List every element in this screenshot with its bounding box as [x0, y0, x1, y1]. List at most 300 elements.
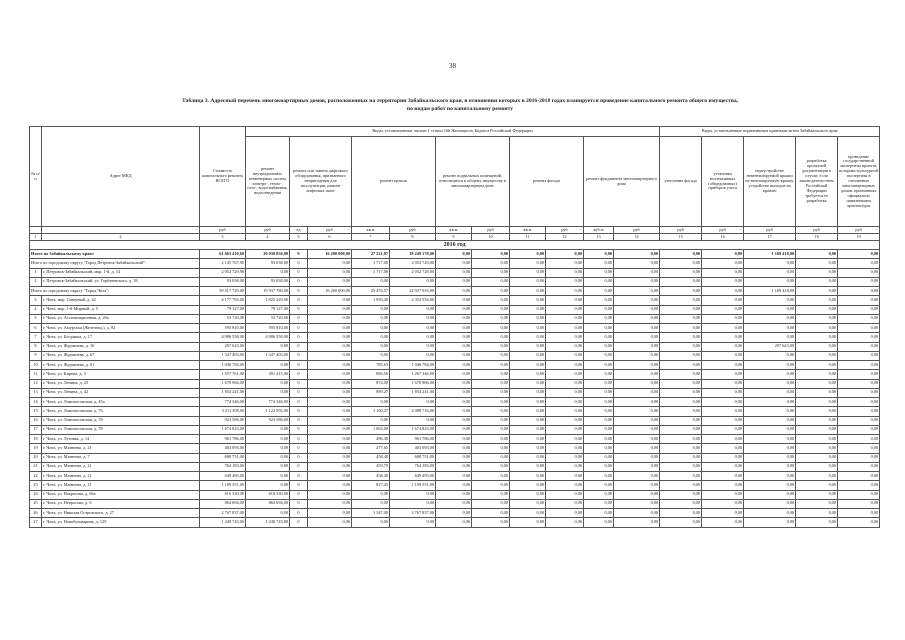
header-work: разработка проектной документации в случае, если законодательством Российской Федерации требуется ее разработка [796, 137, 838, 227]
column-number: 4 [246, 234, 290, 241]
value-cell: 0,00 [510, 518, 546, 527]
value-cell: 0,00 [472, 277, 510, 286]
table-row [30, 416, 880, 425]
value-cell: 0,00 [796, 499, 838, 508]
value-cell: 0,00 [546, 361, 584, 370]
value-cell: 0,00 [660, 379, 702, 388]
row-number: 2 [30, 277, 42, 286]
value-cell: 0,00 [308, 425, 352, 434]
value-cell: 0,00 [436, 324, 472, 333]
column-number: 5 [290, 234, 308, 241]
column-number: 19 [838, 234, 880, 241]
value-cell: 0,00 [838, 435, 880, 444]
value-cell: 0,00 [660, 296, 702, 305]
value-cell: 0 [290, 425, 308, 434]
value-cell: 0,00 [246, 425, 290, 434]
value-cell: 0,00 [660, 333, 702, 342]
value-cell: 0 [290, 305, 308, 314]
value-cell: 0,00 [838, 305, 880, 314]
value-cell: 0,00 [546, 490, 584, 499]
value-cell: 0,00 [308, 259, 352, 268]
value-cell: 0,00 [584, 490, 614, 499]
value-cell: 0,00 [614, 388, 660, 397]
value-cell: 0,00 [308, 314, 352, 323]
value-cell: 0,00 [744, 425, 796, 434]
value-cell: 0,00 [660, 444, 702, 453]
column-number: 15 [660, 234, 702, 241]
value-cell: 0,00 [436, 287, 472, 296]
value-cell: 0,00 [436, 351, 472, 360]
unit-cell: ед [290, 227, 308, 234]
column-number: 1 [30, 234, 42, 241]
table-row [30, 472, 880, 481]
value-cell: 0,00 [546, 351, 584, 360]
value-cell: 0,00 [660, 453, 702, 462]
value-cell: 0,00 [660, 342, 702, 351]
table-row [30, 314, 880, 323]
value-cell: 0,00 [744, 407, 796, 416]
header-work: установка коллективных (общедомовых) приборов учета [702, 137, 744, 227]
value-cell: 961 786,00 [390, 435, 436, 444]
value-cell: 864 694,00 [246, 499, 290, 508]
address-cell: г. Чита, ул. Журавлева, д. 67 [42, 351, 200, 360]
value-cell: 0 [290, 333, 308, 342]
value-cell: 0,00 [546, 416, 584, 425]
value-cell: 0,00 [472, 296, 510, 305]
value-cell: 0,00 [744, 509, 796, 518]
value-cell: 0,00 [838, 398, 880, 407]
value-cell: 0,00 [510, 416, 546, 425]
value-cell: 0,00 [838, 268, 880, 277]
row-number: 12 [30, 379, 42, 388]
value-cell: 0,00 [702, 472, 744, 481]
value-cell: 0,00 [660, 370, 702, 379]
value-cell: 0,00 [246, 462, 290, 471]
value-cell: 22 937 935,00 [390, 287, 436, 296]
value-cell: 0,00 [744, 296, 796, 305]
value-cell: 53 720,00 [246, 314, 290, 323]
value-cell: 0,00 [660, 324, 702, 333]
value-cell: 0,00 [614, 268, 660, 277]
value-cell: 649 495,00 [390, 472, 436, 481]
value-cell: 1 854 241,00 [390, 388, 436, 397]
table-row [30, 388, 880, 397]
value-cell: 0,00 [614, 379, 660, 388]
value-cell: 0,00 [584, 481, 614, 490]
value-cell: 0,00 [702, 444, 744, 453]
value-cell: 0,00 [546, 333, 584, 342]
header-work: ремонт внутридомовых инженерных систем электро-, тепло-, газо-, водоснабжения, водоотведения [246, 137, 290, 227]
value-cell: 25 453,57 [352, 287, 390, 296]
column-number: 14 [614, 234, 660, 241]
value-cell: 0,00 [584, 268, 614, 277]
address-cell: г. Чита, ул. Журавлева, д. 61 [42, 361, 200, 370]
value-cell: 0,00 [510, 481, 546, 490]
value-cell: 0,00 [584, 518, 614, 527]
value-cell: 1 678 966,00 [390, 379, 436, 388]
value-cell: 886,56 [352, 370, 390, 379]
value-cell: 0,00 [660, 268, 702, 277]
value-cell: 0,00 [796, 472, 838, 481]
header-work: ремонт фундамента многоквартирного дома [584, 137, 660, 227]
value-cell: 0,00 [614, 342, 660, 351]
value-cell: 0,00 [308, 435, 352, 444]
value-cell: 0,00 [308, 499, 352, 508]
row-number: 10 [30, 361, 42, 370]
value-cell: 496,38 [352, 435, 390, 444]
value-cell: 0,00 [584, 342, 614, 351]
value-cell: 0,00 [510, 388, 546, 397]
value-cell: 0,00 [436, 398, 472, 407]
value-cell: 0,00 [584, 370, 614, 379]
value-cell: 0,00 [838, 324, 880, 333]
value-cell: 0,00 [546, 481, 584, 490]
value-cell: 0,00 [436, 444, 472, 453]
value-cell: 0 [290, 277, 308, 286]
table-row [30, 398, 880, 407]
column-number: 18 [796, 234, 838, 241]
value-cell: 1 160,37 [352, 407, 390, 416]
value-cell: 0,00 [436, 361, 472, 370]
value-cell: 0,00 [702, 518, 744, 527]
value-cell: 1 046 784,00 [390, 361, 436, 370]
address-cell: г. Чита, ул. Ломоносовская, д. 76 [42, 407, 200, 416]
column-number: 16 [702, 234, 744, 241]
value-cell: 0,00 [390, 305, 436, 314]
value-cell: 0 [290, 351, 308, 360]
address-cell: г. Чита, ул. Николая Островского, д. 27 [42, 509, 200, 518]
column-number: 8 [390, 234, 436, 241]
value-cell: 0,00 [436, 296, 472, 305]
row-number: 13 [30, 388, 42, 397]
value-cell: 0,00 [546, 268, 584, 277]
value-cell: 0,00 [436, 370, 472, 379]
value-cell: 0,00 [744, 398, 796, 407]
value-cell: 4 177 783,00 [200, 296, 246, 305]
value-cell: 0,00 [702, 370, 744, 379]
value-cell: 0,00 [702, 268, 744, 277]
table-row [30, 407, 880, 416]
value-cell: 9 [290, 250, 308, 259]
value-cell: 0,00 [546, 509, 584, 518]
value-cell: 0,00 [614, 333, 660, 342]
unit-cell: руб [838, 227, 880, 234]
value-cell: 1 240 743,00 [246, 518, 290, 527]
value-cell: 0,00 [614, 296, 660, 305]
value-cell: 0,00 [660, 398, 702, 407]
header-work: ремонт фасада [510, 137, 584, 227]
table-row [30, 490, 880, 499]
unit-cell: руб [200, 227, 246, 234]
value-cell: 0,00 [436, 259, 472, 268]
value-cell: 0,00 [584, 388, 614, 397]
value-cell: 0,00 [472, 361, 510, 370]
value-cell: 0,00 [436, 407, 472, 416]
value-cell: 0,00 [390, 499, 436, 508]
value-cell: 0,00 [702, 296, 744, 305]
address-cell: г. Чита, ул. Некрасова, д. 6 [42, 499, 200, 508]
value-cell: 0,00 [838, 499, 880, 508]
value-cell: 0,00 [390, 416, 436, 425]
address-cell: г. Чита, ул. Ленина, д. 42 [42, 388, 200, 397]
value-cell: 0,00 [796, 333, 838, 342]
value-cell: 1 199 551,00 [200, 481, 246, 490]
value-cell: 0,00 [744, 518, 796, 527]
value-cell: 764 183,00 [390, 462, 436, 471]
value-cell: 0,00 [510, 342, 546, 351]
value-cell: 0,00 [796, 277, 838, 286]
value-cell: 0,00 [838, 518, 880, 527]
value-cell: 403 093,00 [390, 444, 436, 453]
value-cell: 0,00 [546, 407, 584, 416]
value-cell: 0,00 [510, 361, 546, 370]
value-cell: 0,00 [546, 342, 584, 351]
value-cell: 0,00 [546, 305, 584, 314]
value-cell: 0,00 [472, 351, 510, 360]
value-cell: 688 751,00 [390, 453, 436, 462]
unit-cell: руб [390, 227, 436, 234]
value-cell: 0,00 [510, 398, 546, 407]
value-cell: 0,00 [510, 499, 546, 508]
value-cell: 0,00 [702, 342, 744, 351]
value-cell: 0,00 [796, 287, 838, 296]
value-cell: 0,00 [744, 499, 796, 508]
value-cell: 0,00 [838, 444, 880, 453]
value-cell: 0,00 [352, 333, 390, 342]
value-cell: 688 751,00 [200, 453, 246, 462]
value-cell: 0,00 [744, 277, 796, 286]
column-number: 12 [546, 234, 584, 241]
value-cell: 0,00 [838, 472, 880, 481]
value-cell: 0,00 [390, 277, 436, 286]
address-cell: Итого по городскому округу "Город Петровск-Забайкальский": [30, 259, 200, 268]
value-cell: 0,00 [510, 296, 546, 305]
value-cell: 1 674 823,00 [200, 425, 246, 434]
value-cell: 1 347,00 [352, 509, 390, 518]
table-row [30, 435, 880, 444]
value-cell: 0,00 [796, 518, 838, 527]
value-cell: 0,00 [472, 268, 510, 277]
value-cell: 0,00 [308, 324, 352, 333]
value-cell: 923 586,00 [246, 416, 290, 425]
address-cell: г. Чита, ул. Амурская (Железнод.), д. 82 [42, 324, 200, 333]
value-cell: 1 169 418,00 [744, 250, 796, 259]
value-cell: 0,00 [702, 481, 744, 490]
value-cell: 0,00 [308, 370, 352, 379]
value-cell: 0,00 [308, 388, 352, 397]
value-cell: 0,00 [584, 398, 614, 407]
title-line-2: по видам работ по капитальному ремонту [406, 106, 514, 112]
header-group-regional: Виды, установленные нормативным правовым актом Забайкальского края [660, 127, 880, 137]
address-cell: г. Чита, ул. Матвеева, д. 21 [42, 481, 200, 490]
value-cell: 0,00 [246, 509, 290, 518]
value-cell: 79 127,00 [246, 305, 290, 314]
value-cell: 0,00 [744, 370, 796, 379]
unit-cell: руб [744, 227, 796, 234]
value-cell: 0,00 [472, 518, 510, 527]
value-cell: 0,00 [352, 305, 390, 314]
value-cell: 93 038,00 [246, 259, 290, 268]
value-cell: 0 [290, 435, 308, 444]
unit-cell: руб [308, 227, 352, 234]
value-cell: 1 169 418,00 [744, 287, 796, 296]
value-cell: 0,00 [308, 453, 352, 462]
value-cell: 0,00 [838, 425, 880, 434]
value-cell: 0,00 [546, 444, 584, 453]
value-cell: 0,00 [702, 407, 744, 416]
value-cell: 4 986 558,00 [246, 333, 290, 342]
value-cell: 1 347 403,00 [246, 351, 290, 360]
value-cell: 1 063,00 [352, 425, 390, 434]
column-numbers-row [30, 234, 880, 241]
value-cell: 0,00 [546, 324, 584, 333]
value-cell: 0,00 [660, 425, 702, 434]
value-cell: 0,00 [308, 398, 352, 407]
value-cell: 1 347 403,00 [200, 351, 246, 360]
value-cell: 0,00 [436, 499, 472, 508]
row-number: 15 [30, 407, 42, 416]
header-work: ремонт или замена лифтового оборудования, признанного непригодным для эксплуатации, ремонт лифтовых шахт [290, 137, 352, 227]
value-cell: 0,00 [472, 398, 510, 407]
value-cell: 0,00 [246, 472, 290, 481]
value-cell: 0,00 [584, 287, 614, 296]
row-number: 3 [30, 296, 42, 305]
value-cell: 0,00 [744, 361, 796, 370]
value-cell: 1 825 229,00 [246, 296, 290, 305]
value-cell: 0,00 [614, 509, 660, 518]
value-cell: 0,00 [436, 333, 472, 342]
value-cell: 0,00 [660, 518, 702, 527]
value-cell: 1 122 592,00 [246, 407, 290, 416]
value-cell: 0,00 [614, 324, 660, 333]
value-cell: 0,00 [546, 499, 584, 508]
value-cell: 0 [290, 370, 308, 379]
row-number: 8 [30, 342, 42, 351]
value-cell: 0,00 [838, 259, 880, 268]
value-cell: 1 240 743,00 [200, 518, 246, 527]
value-cell: 0,00 [796, 462, 838, 471]
value-cell: 0,00 [510, 333, 546, 342]
value-cell: 1 267 346,00 [390, 370, 436, 379]
value-cell: 0,00 [510, 277, 546, 286]
value-cell: 0,00 [796, 407, 838, 416]
value-cell: 2 767 837,00 [200, 509, 246, 518]
value-cell: 0 [290, 388, 308, 397]
value-cell: 0,00 [744, 268, 796, 277]
value-cell: 0,00 [546, 425, 584, 434]
row-number: 19 [30, 444, 42, 453]
value-cell: 0,00 [838, 388, 880, 397]
value-cell: 0 [290, 462, 308, 471]
table-row [30, 453, 880, 462]
address-cell: г. Чита, ул. Богдашка, д. 17 [42, 333, 200, 342]
value-cell: 0 [290, 398, 308, 407]
value-cell: 0,00 [584, 351, 614, 360]
value-cell: 0,00 [702, 490, 744, 499]
header-work: переустройство невентилируемой крыши на вентилируемую крышу, устройство выходов на кровлю [744, 137, 796, 227]
value-cell: 0,00 [472, 259, 510, 268]
value-cell: 0,00 [744, 472, 796, 481]
unit-cell: куб.м [584, 227, 614, 234]
value-cell: 0,00 [584, 416, 614, 425]
value-cell: 0,00 [796, 351, 838, 360]
table-row [30, 370, 880, 379]
value-cell: 0,00 [660, 361, 702, 370]
value-cell: 0,00 [584, 277, 614, 286]
header-address: Адрес МКД [42, 127, 200, 227]
value-cell: 0,00 [702, 388, 744, 397]
value-cell: 0,00 [308, 277, 352, 286]
column-number: 7 [352, 234, 390, 241]
value-cell: 79 127,00 [200, 305, 246, 314]
value-cell: 0,00 [546, 379, 584, 388]
value-cell: 1 950,40 [352, 296, 390, 305]
value-cell: 0,00 [838, 296, 880, 305]
value-cell: 0,00 [352, 416, 390, 425]
value-cell: 0,00 [614, 250, 660, 259]
row-number: 11 [30, 370, 42, 379]
value-cell: 864 694,00 [200, 499, 246, 508]
value-cell: 0,00 [308, 333, 352, 342]
value-cell: 0,00 [472, 472, 510, 481]
value-cell: 0,00 [472, 499, 510, 508]
value-cell: 0,00 [436, 518, 472, 527]
value-cell: 616 330,00 [246, 490, 290, 499]
value-cell: 0,00 [702, 351, 744, 360]
value-cell: 0,00 [660, 277, 702, 286]
header-work: утепление фасада [660, 137, 702, 227]
value-cell: 0,00 [702, 324, 744, 333]
value-cell: 0,00 [614, 462, 660, 471]
value-cell: 0,00 [510, 462, 546, 471]
value-cell: 0,00 [246, 481, 290, 490]
value-cell: 2 052 729,00 [390, 268, 436, 277]
value-cell: 93 038,00 [246, 277, 290, 286]
value-cell: 0,00 [472, 416, 510, 425]
value-cell: 0,00 [744, 314, 796, 323]
value-cell: 3 211 308,00 [200, 407, 246, 416]
row-number: 9 [30, 351, 42, 360]
value-cell: 0,00 [510, 305, 546, 314]
value-cell: 0,00 [660, 462, 702, 471]
value-cell: 649 495,00 [200, 472, 246, 481]
value-cell: 0,00 [744, 351, 796, 360]
value-cell: 0,00 [510, 407, 546, 416]
table-row [30, 444, 880, 453]
address-cell: г. Петровск-Забайкальский, ул. Горбачевского, д. 18 [42, 277, 200, 286]
value-cell: 16 200 000,00 [308, 250, 352, 259]
value-cell: 0,00 [702, 361, 744, 370]
unit-cell: кв.м [352, 227, 390, 234]
value-cell: 0,00 [584, 361, 614, 370]
row-number: 7 [30, 333, 42, 342]
value-cell: 0,00 [614, 481, 660, 490]
units-row [30, 227, 880, 234]
value-cell: 0,00 [546, 462, 584, 471]
value-cell: 0 [290, 268, 308, 277]
value-cell: 0,00 [614, 277, 660, 286]
value-cell: 0,00 [796, 305, 838, 314]
value-cell: 0,00 [390, 351, 436, 360]
value-cell: 0,00 [744, 305, 796, 314]
value-cell: 0,00 [308, 444, 352, 453]
value-cell: 491 415,00 [246, 370, 290, 379]
value-cell: 1 674 823,00 [390, 425, 436, 434]
value-cell: 0,00 [584, 499, 614, 508]
value-cell: 0,00 [546, 388, 584, 397]
address-cell: г. Чита, ул. Некрасова, д. 66а [42, 490, 200, 499]
column-number: 9 [436, 234, 472, 241]
